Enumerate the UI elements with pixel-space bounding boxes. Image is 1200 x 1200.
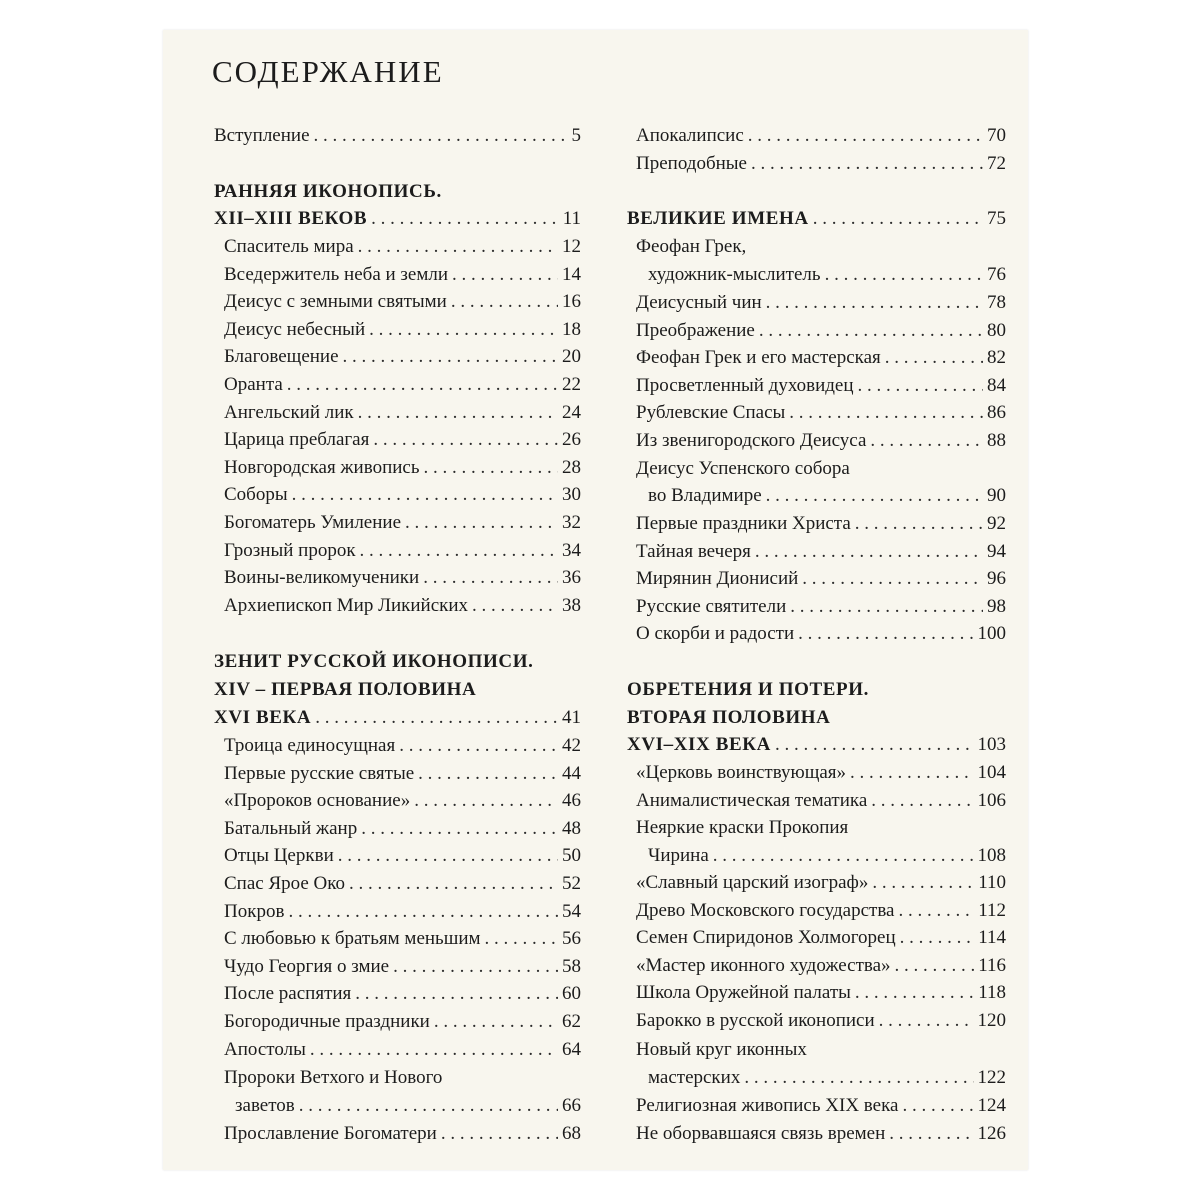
toc-entry-title: Прославление Богоматери — [224, 1123, 437, 1144]
toc-page-number: 5 — [571, 125, 581, 146]
toc-entry-title: «Церковь воинствующая» — [636, 762, 847, 783]
dot-leader — [393, 953, 558, 981]
toc-page-number: 56 — [562, 928, 581, 950]
dot-leader — [871, 787, 973, 815]
toc-entry[interactable] — [224, 760, 581, 788]
toc-page-number: 62 — [562, 1011, 581, 1032]
toc-entry[interactable] — [636, 344, 1006, 372]
toc-entry[interactable] — [636, 979, 1006, 1007]
toc-page-number: 22 — [562, 374, 581, 395]
toc-page-number: 12 — [562, 236, 581, 257]
toc-entry-title: Царица преблагая — [224, 429, 370, 451]
toc-entry-title: Преподобные — [636, 153, 747, 174]
toc-entry-title: Ангельский лик — [224, 401, 354, 423]
toc-entry[interactable] — [224, 564, 581, 592]
toc-section-entry[interactable] — [214, 205, 581, 233]
toc-entry-title: Не оборвавшаяся связь времен — [636, 1122, 886, 1144]
toc-entry-title: Вступление — [214, 125, 310, 146]
toc-page-number: 86 — [987, 402, 1006, 424]
toc-entry[interactable] — [224, 454, 581, 482]
toc-page-number: 66 — [562, 1095, 581, 1116]
dot-leader — [349, 870, 558, 898]
toc-page-number: 92 — [987, 513, 1006, 534]
section-heading: ВТОРАЯ ПОЛОВИНА — [627, 707, 831, 728]
toc-page-number: 36 — [562, 567, 581, 589]
dot-leader — [789, 399, 983, 427]
toc-page-number: 70 — [987, 125, 1006, 146]
dot-leader — [759, 317, 983, 345]
toc-entry[interactable] — [224, 288, 581, 316]
toc-entry[interactable] — [648, 482, 1006, 510]
toc-page-number: 98 — [987, 595, 1006, 617]
toc-entry-title: Грозный пророк — [224, 539, 356, 561]
toc-entry[interactable] — [636, 924, 1006, 952]
toc-page-number: 72 — [987, 153, 1006, 174]
toc-entry[interactable] — [648, 261, 1006, 289]
toc-entry-title: Неяркие краски Прокопия — [636, 817, 849, 838]
toc-page-number: 54 — [562, 900, 581, 922]
toc-page-number: 20 — [562, 346, 581, 368]
toc-entry-title: Оранта — [224, 374, 283, 395]
toc-entry-title: После распятия — [224, 983, 352, 1005]
toc-entry-title: XII–XIII ВЕКОВ — [214, 208, 368, 229]
dot-leader — [452, 261, 558, 289]
toc-page-number: 90 — [987, 485, 1006, 506]
toc-page-number: 52 — [562, 873, 581, 894]
toc-entry[interactable] — [636, 869, 1006, 897]
toc-entry-title: Барокко в русской иконописи — [636, 1010, 875, 1031]
toc-page-number: 42 — [562, 735, 581, 756]
dot-leader — [418, 760, 558, 788]
dot-leader — [813, 205, 983, 233]
toc-entry[interactable] — [648, 842, 1006, 870]
toc-entry-title: Деисусный чин — [636, 292, 762, 313]
toc-entry-title: Мирянин Дионисий — [636, 568, 799, 590]
toc-page-number: 24 — [562, 401, 581, 423]
toc-page-number: 126 — [977, 1122, 1006, 1144]
dot-leader — [371, 205, 559, 233]
toc-entry-title: Архиепископ Мир Ликийских — [224, 594, 469, 616]
toc-entry-title: Первые праздники Христа — [636, 513, 851, 534]
toc-entry[interactable] — [224, 898, 581, 926]
toc-entry[interactable] — [224, 953, 581, 981]
toc-entry[interactable] — [224, 261, 581, 289]
toc-page-number: 104 — [977, 762, 1006, 783]
dot-leader — [879, 1007, 974, 1035]
toc-page-number: 30 — [562, 484, 581, 506]
dot-leader — [343, 343, 558, 371]
section-heading: ЗЕНИТ РУССКОЙ ИКОНОПИСИ. — [214, 651, 534, 672]
toc-entry-title: Из звенигородского Деисуса — [636, 430, 867, 451]
toc-entry-title: Анималистическая тематика — [636, 789, 868, 811]
toc-page-number: 64 — [562, 1038, 581, 1060]
toc-entry[interactable] — [224, 233, 581, 261]
toc-entry-title: О скорби и радости — [636, 623, 795, 645]
toc-page-number: 100 — [977, 623, 1006, 645]
dot-leader — [889, 1120, 973, 1148]
toc-entry-title: Троица единосущная — [224, 735, 396, 756]
toc-entry-title: Религиозная живопись XIX века — [636, 1095, 899, 1116]
page-title: СОДЕРЖАНИЕ — [212, 54, 444, 89]
dot-leader — [358, 233, 558, 261]
dot-leader — [299, 1092, 558, 1120]
toc-entry-title: Богородичные праздники — [224, 1011, 430, 1032]
toc-entry-title: заветов — [235, 1095, 295, 1116]
toc-entry-title: Соборы — [224, 484, 288, 506]
toc-entry-title: «Славный царский изограф» — [636, 872, 869, 893]
toc-entry[interactable] — [636, 759, 1006, 787]
toc-entry[interactable] — [636, 427, 1006, 455]
dot-leader — [314, 122, 568, 150]
toc-entry[interactable] — [636, 952, 1006, 980]
toc-entry[interactable] — [224, 925, 581, 953]
toc-entry-title: Деисус с земными святыми — [224, 291, 447, 313]
toc-page-number: 110 — [978, 872, 1006, 893]
dot-leader — [872, 869, 974, 897]
toc-page-number: 122 — [977, 1067, 1006, 1088]
toc-entry-title: Батальный жанр — [224, 817, 358, 839]
toc-page-number: 124 — [977, 1095, 1006, 1116]
dot-leader — [360, 537, 558, 565]
toc-entry-title: Апостолы — [224, 1038, 306, 1060]
dot-leader — [802, 565, 983, 593]
dot-leader — [288, 898, 558, 926]
dot-leader — [399, 732, 558, 760]
toc-page-number: 11 — [562, 208, 581, 229]
dot-leader — [755, 538, 983, 566]
toc-entry[interactable] — [224, 980, 581, 1008]
dot-leader — [310, 1036, 558, 1064]
toc-entry-title: Семен Спиридонов Холмогорец — [636, 927, 896, 949]
dot-leader — [751, 150, 983, 178]
toc-entry-title: Деисус Успенского собора — [636, 458, 850, 479]
toc-entry-title: С любовью к братьям меньшим — [224, 928, 481, 950]
toc-entry-title: Феофан Грек и его мастерская — [636, 347, 881, 369]
toc-entry[interactable] — [224, 592, 581, 620]
dot-leader — [713, 842, 974, 870]
toc-page-number: 114 — [978, 927, 1006, 949]
toc-page-number: 118 — [978, 982, 1006, 1004]
toc-section-entry[interactable] — [214, 704, 581, 732]
dot-leader — [798, 620, 973, 648]
toc-entry[interactable] — [636, 399, 1006, 427]
toc-entry-title: Спаситель мира — [224, 236, 354, 257]
dot-leader — [355, 980, 558, 1008]
section-heading: XIV – ПЕРВАЯ ПОЛОВИНА — [214, 679, 477, 700]
toc-entry[interactable] — [636, 1007, 1006, 1035]
toc-entry-title: XVI–XIX ВЕКА — [627, 734, 771, 755]
dot-leader — [424, 454, 558, 482]
dot-leader — [338, 842, 558, 870]
dot-leader — [766, 482, 983, 510]
toc-page-number: 106 — [977, 789, 1006, 811]
dot-leader — [405, 509, 558, 537]
dot-leader — [361, 815, 558, 843]
toc-page-number: 116 — [978, 954, 1006, 976]
toc-entry-title: Деисус небесный — [224, 318, 366, 340]
toc-page-number: 26 — [562, 429, 581, 451]
dot-leader — [775, 731, 974, 759]
toc-entry-title: «Пророков основание» — [224, 790, 411, 812]
toc-page-number: 46 — [562, 790, 581, 812]
toc-page-number: 50 — [562, 845, 581, 867]
toc-page-number: 68 — [562, 1123, 581, 1144]
dot-leader — [423, 564, 558, 592]
dot-leader — [895, 952, 975, 980]
toc-page-number: 41 — [562, 707, 581, 728]
toc-page-number: 38 — [562, 594, 581, 616]
dot-leader — [790, 593, 983, 621]
toc-entry-title: Новгородская живопись — [224, 456, 420, 478]
dot-leader — [744, 1064, 973, 1092]
toc-entry-intro[interactable] — [214, 122, 581, 150]
dot-leader — [292, 481, 558, 509]
dot-leader — [898, 897, 974, 925]
toc-entry[interactable] — [636, 565, 1006, 593]
toc-entry[interactable] — [636, 593, 1006, 621]
toc-entry[interactable] — [636, 620, 1006, 648]
toc-entry-title: Пророки Ветхого и Нового — [224, 1067, 443, 1088]
toc-page-number: 120 — [977, 1010, 1006, 1031]
toc-page-number: 48 — [562, 817, 581, 839]
toc-page-number: 28 — [562, 456, 581, 478]
dot-leader — [870, 427, 983, 455]
toc-entry-title: Древо Московского государства — [636, 899, 895, 921]
toc-entry[interactable] — [636, 289, 1006, 317]
toc-entry[interactable] — [224, 1008, 581, 1036]
dot-leader — [885, 344, 983, 372]
dot-leader — [414, 787, 558, 815]
toc-page-number: 16 — [562, 291, 581, 313]
toc-entry[interactable] — [648, 1064, 1006, 1092]
dot-leader — [748, 122, 983, 150]
dot-leader — [485, 925, 558, 953]
toc-entry[interactable] — [636, 538, 1006, 566]
toc-page-number: 108 — [977, 845, 1006, 866]
dot-leader — [287, 371, 558, 399]
dot-leader — [373, 426, 558, 454]
toc-entry[interactable] — [235, 1092, 581, 1120]
dot-leader — [315, 704, 558, 732]
toc-page-number: 78 — [987, 292, 1006, 313]
dot-leader — [850, 759, 973, 787]
toc-entry[interactable] — [636, 372, 1006, 400]
dot-leader — [766, 289, 983, 317]
toc-entry-title: Рублевские Спасы — [636, 402, 786, 424]
toc-entry[interactable] — [224, 343, 581, 371]
toc-page-number: 88 — [987, 430, 1006, 451]
toc-entry-title: Воины-великомученики — [224, 567, 420, 589]
toc-entry-title: Чирина — [648, 845, 709, 866]
toc-entry-title: Преображение — [636, 319, 755, 341]
toc-page-number: 14 — [562, 263, 581, 285]
toc-entry-title: ВЕЛИКИЕ ИМЕНА — [627, 208, 809, 229]
toc-entry-title: Первые русские святые — [224, 762, 415, 784]
toc-entry-title: Апокалипсис — [636, 125, 744, 146]
toc-entry[interactable] — [224, 842, 581, 870]
toc-page-number: 80 — [987, 319, 1006, 341]
toc-entry[interactable] — [636, 1120, 1006, 1148]
toc-entry-title: Богоматерь Умиление — [224, 512, 402, 533]
section-heading: ОБРЕТЕНИЯ И ПОТЕРИ. — [627, 679, 869, 700]
toc-entry[interactable] — [636, 1092, 1006, 1120]
toc-entry-title: Новый круг иконных — [636, 1039, 807, 1060]
toc-entry[interactable] — [224, 371, 581, 399]
dot-leader — [358, 399, 558, 427]
toc-page-number: 18 — [562, 318, 581, 340]
toc-entry-title: Феофан Грек, — [636, 236, 747, 257]
toc-page-number: 34 — [562, 539, 581, 561]
dot-leader — [855, 510, 983, 538]
toc-entry-title: XVI ВЕКА — [214, 707, 312, 728]
toc-entry-title: Отцы Церкви — [224, 845, 334, 867]
section-heading: РАННЯЯ ИКОНОПИСЬ. — [214, 181, 442, 202]
toc-entry[interactable] — [224, 815, 581, 843]
toc-entry-title: «Мастер иконного художества» — [636, 954, 891, 976]
toc-entry-title: Школа Оружейной палаты — [636, 982, 851, 1004]
toc-section-entry[interactable] — [627, 731, 1006, 759]
toc-page-number: 44 — [562, 762, 581, 784]
toc-entry[interactable] — [224, 509, 581, 537]
toc-page-number: 84 — [987, 374, 1006, 396]
toc-page-number: 82 — [987, 347, 1006, 369]
toc-entry[interactable] — [224, 537, 581, 565]
toc-entry[interactable] — [224, 426, 581, 454]
dot-leader — [825, 261, 983, 289]
toc-entry-title: Спас Ярое Око — [224, 873, 346, 894]
toc-entry-title: Благовещение — [224, 346, 339, 368]
toc-entry[interactable] — [224, 787, 581, 815]
dot-leader — [434, 1008, 558, 1036]
toc-page-number: 76 — [987, 264, 1006, 285]
toc-page-number: 58 — [562, 955, 581, 977]
toc-entry-title: Просветленный духовидец — [636, 374, 854, 396]
toc-entry[interactable] — [224, 481, 581, 509]
toc-entry[interactable] — [224, 870, 581, 898]
toc-entry[interactable] — [636, 122, 1006, 150]
toc-entry-title: мастерских — [648, 1067, 741, 1088]
toc-entry[interactable] — [636, 317, 1006, 345]
toc-page-number: 60 — [562, 983, 581, 1005]
toc-entry[interactable] — [636, 787, 1006, 815]
toc-section-entry[interactable] — [627, 205, 1006, 233]
toc-page-number: 75 — [987, 208, 1006, 229]
dot-leader — [472, 592, 558, 620]
dot-leader — [451, 288, 558, 316]
toc-page-number: 94 — [987, 540, 1006, 562]
toc-entry-title: Тайная вечеря — [636, 540, 751, 562]
dot-leader — [902, 1092, 973, 1120]
toc-page-number: 96 — [987, 568, 1006, 590]
toc-entry-title: Чудо Георгия о змие — [224, 955, 390, 977]
toc-page-number: 103 — [977, 734, 1006, 755]
dot-leader — [855, 979, 974, 1007]
toc-entry-title: Русские святители — [636, 595, 787, 617]
toc-entry[interactable] — [636, 510, 1006, 538]
dot-leader — [900, 924, 975, 952]
toc-page-number: 32 — [562, 512, 581, 533]
toc-entry[interactable] — [636, 897, 1006, 925]
toc-entry[interactable] — [636, 150, 1006, 178]
dot-leader — [858, 372, 983, 400]
dot-leader — [369, 316, 558, 344]
dot-leader — [441, 1120, 558, 1148]
toc-entry-title: во Владимире — [648, 485, 762, 506]
toc-entry[interactable] — [224, 316, 581, 344]
toc-entry-title: Покров — [224, 900, 285, 922]
toc-entry-title: художник-мыслитель — [648, 264, 821, 285]
toc-entry[interactable] — [224, 732, 581, 760]
toc-page-number: 112 — [978, 899, 1006, 921]
toc-entry[interactable] — [224, 1036, 581, 1064]
toc-entry-title: Вседержитель неба и земли — [224, 263, 449, 285]
toc-entry[interactable] — [224, 399, 581, 427]
toc-entry[interactable] — [224, 1120, 581, 1148]
